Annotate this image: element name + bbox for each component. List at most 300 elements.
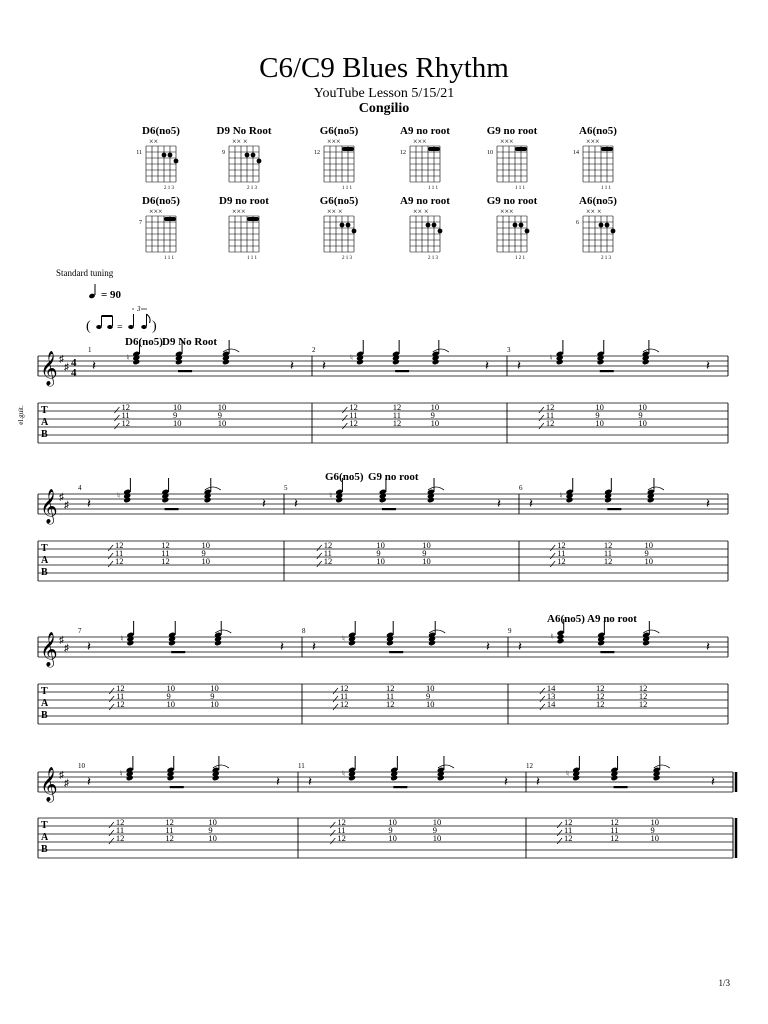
slide-mark (109, 822, 114, 828)
measure-number: 11 (298, 762, 305, 770)
quarter-rest: 𝄽 (280, 639, 284, 654)
slide-mark (557, 838, 562, 844)
tab-fret-number: 11 (557, 548, 566, 558)
tempo-text: = 90 (101, 289, 122, 301)
tab-fret-number: 12 (610, 817, 619, 827)
tab-fret-number: 9 (376, 548, 381, 558)
chord-diagram (487, 125, 538, 191)
tab-fret-number: 12 (115, 556, 124, 566)
quarter-rest: 𝄽 (312, 639, 316, 654)
slide-mark (333, 696, 338, 702)
measure-number: 7 (78, 627, 82, 635)
tab-fret-number: 11 (115, 825, 125, 835)
tab-fret-number: 10 (201, 556, 210, 566)
tab-fret-number: 10 (595, 418, 604, 428)
chord-diagram (576, 195, 617, 261)
tab-fret-number: 11 (603, 548, 613, 558)
chord-finger-dot (245, 153, 250, 158)
quarter-rest: 𝄽 (87, 496, 91, 511)
tab-fret-number: 12 (386, 699, 395, 709)
accidental: ♮ (350, 353, 353, 362)
chord-diagram (320, 195, 359, 261)
chord-diagram-name: A6(no5) (579, 125, 617, 137)
chord-diagram-name: G9 no root (486, 195, 538, 207)
chord-string-marks: ×× × (232, 137, 248, 146)
tab-fret-number: 12 (603, 540, 613, 550)
chord-diagram-name: D9 no root (219, 195, 269, 207)
measure-number: 1 (88, 346, 92, 354)
slide-mark (333, 704, 338, 710)
slide-mark (114, 423, 119, 429)
quarter-rest: 𝄽 (711, 774, 715, 789)
quarter-rest: 𝄽 (706, 639, 710, 654)
chord-diagram (217, 125, 272, 191)
tab-fret-number: 12 (161, 540, 170, 550)
page-number: 1/3 (718, 978, 730, 988)
quarter-rest: 𝄽 (517, 358, 521, 373)
tab-fret-number: 12 (161, 556, 170, 566)
slide-mark (109, 830, 114, 836)
tab-fret-number: 12 (392, 402, 402, 412)
tab-fret-number: 12 (115, 817, 125, 827)
key-signature-sharp: ♯ (64, 362, 69, 373)
chord-string-marks: ××× (232, 207, 246, 216)
chord-finger-dot (605, 223, 610, 228)
slide-mark (108, 545, 113, 551)
chord-finger-dot (513, 223, 518, 228)
slide-mark (540, 696, 545, 702)
tab-fret-number: 10 (595, 402, 604, 412)
tab-clef-a: A (41, 832, 49, 843)
slide-mark (540, 688, 545, 694)
chord-finger-dot (168, 153, 173, 158)
slide-mark (342, 423, 347, 429)
chord-finger-dot (438, 229, 443, 234)
swing-note-head (128, 325, 134, 329)
note-beam (393, 786, 407, 788)
chord-diagram (219, 195, 269, 261)
chord-fingering: 2 1 3 (428, 256, 438, 261)
swing-indicator (86, 305, 157, 334)
chord-string-marks: ××× (149, 207, 163, 216)
tab-fret-number: 11 (323, 548, 332, 558)
chord-barre (515, 147, 527, 151)
score-system (17, 336, 728, 443)
tab-fret-number: 12 (116, 683, 125, 693)
chord-fingering: 1 1 1 (164, 256, 174, 261)
chord-finger-dot (174, 159, 179, 164)
slide-mark (114, 415, 119, 421)
key-signature-sharp: ♯ (64, 643, 69, 654)
swing-paren: ( (86, 319, 91, 334)
chord-diagram (573, 125, 617, 191)
tab-fret-number: 12 (121, 402, 130, 412)
tab-fret-number: 12 (386, 683, 395, 693)
tab-fret-number: 9 (388, 825, 393, 835)
chord-fingering: 1 1 1 (342, 186, 352, 191)
tab-clef-b: B (41, 567, 48, 578)
tab-fret-number: 10 (426, 699, 435, 709)
quarter-rest: 𝄽 (486, 639, 490, 654)
quarter-rest: 𝄽 (294, 496, 298, 511)
chord-fingering: 2 1 3 (247, 186, 257, 191)
slide-mark (108, 561, 113, 567)
slide-mark (539, 407, 544, 413)
tab-clef-t: T (41, 686, 48, 697)
slide-mark (539, 423, 544, 429)
chord-finger-dot (257, 159, 262, 164)
swing-note-head (96, 325, 102, 329)
tab-fret-number: 9 (208, 825, 213, 835)
note-beam (600, 370, 614, 372)
tab-fret-number: 10 (166, 683, 176, 693)
chord-fingering: 2 1 3 (342, 256, 352, 261)
chord-fret-number: 12 (400, 150, 406, 156)
tab-fret-number: 11 (340, 691, 349, 701)
chord-finger-dot (251, 153, 256, 158)
tab-clef-b: B (41, 710, 48, 721)
swing-equals: = (117, 322, 123, 333)
slide-mark (317, 545, 322, 551)
tab-fret-number: 14 (546, 699, 556, 709)
tab-fret-number: 12 (340, 699, 349, 709)
quarter-rest: 𝄽 (290, 358, 294, 373)
slide-mark (317, 553, 322, 559)
tab-fret-number: 12 (638, 699, 648, 709)
tab-fret-number: 12 (638, 691, 648, 701)
chord-fret-number: 9 (222, 150, 225, 156)
chord-diagram-name: G6(no5) (319, 195, 359, 207)
quarter-rest: 𝄽 (497, 496, 501, 511)
tie (215, 630, 231, 633)
chord-diagram-name: A9 no root (400, 195, 450, 207)
tab-fret-number: 9 (426, 691, 431, 701)
chord-diagram (487, 195, 538, 261)
tab-fret-number: 12 (165, 833, 174, 843)
accidental: ♮ (329, 491, 333, 500)
tab-fret-number: 12 (545, 418, 555, 428)
tab-fret-number: 12 (596, 699, 605, 709)
song-title: C6/C9 Blues Rhythm (259, 52, 509, 84)
chord-string-marks: ×× (149, 137, 159, 146)
tab-fret-number: 11 (337, 825, 346, 835)
triplet-number: 3 (137, 305, 141, 313)
time-signature-bottom: 4 (71, 367, 77, 379)
chord-fret-number: 14 (573, 150, 579, 156)
key-signature-sharp: ♯ (64, 500, 69, 511)
chord-diagram-name: A9 no root (400, 125, 450, 137)
tab-fret-number: 10 (208, 833, 217, 843)
measure-number: 4 (78, 484, 82, 492)
chord-diagram-name: D6(no5) (142, 125, 180, 137)
tab-fret-number: 9 (595, 410, 600, 420)
slide-mark (550, 561, 555, 567)
accidental: ♮ (566, 769, 570, 778)
note-beam (382, 508, 396, 510)
tab-fret-number: 9 (638, 410, 643, 420)
accidental: ♮ (120, 634, 124, 643)
tempo-marking (88, 284, 121, 301)
measure-number: 5 (284, 484, 288, 492)
tab-clef-a: A (41, 417, 49, 428)
tab-fret-number: 9 (422, 548, 427, 558)
tab-fret-number: 10 (426, 683, 435, 693)
instrument-label: el.guit. (17, 405, 25, 425)
chord-finger-dot (525, 229, 530, 234)
slide-mark (330, 830, 335, 836)
tab-fret-number: 10 (166, 699, 176, 709)
chord-fingering: 1 1 1 (601, 186, 611, 191)
tab-fret-number: 12 (596, 691, 605, 701)
score-chord-label: A9 no root (587, 613, 637, 625)
chord-fingering: 1 1 1 (428, 186, 438, 191)
slide-mark (342, 415, 347, 421)
slide-mark (333, 688, 338, 694)
tab-fret-number: 9 (217, 410, 223, 420)
swing-note-head (107, 325, 113, 329)
quarter-rest: 𝄽 (308, 774, 312, 789)
chord-diagram (400, 125, 450, 191)
tab-fret-number: 10 (432, 833, 442, 843)
score-chord-label: G9 no root (368, 471, 419, 483)
tab-fret-number: 9 (166, 691, 171, 701)
accidental: ♮ (559, 491, 563, 500)
tab-fret-number: 10 (172, 402, 182, 412)
slide-mark (550, 553, 555, 559)
slide-mark (330, 838, 335, 844)
tie (438, 765, 454, 768)
tab-fret-number: 10 (650, 833, 659, 843)
tab-fret-number: 12 (638, 683, 648, 693)
quarter-rest: 𝄽 (262, 496, 266, 511)
key-signature-sharp: ♯ (59, 770, 64, 781)
chord-string-marks: ××× (413, 137, 427, 146)
note-beam (395, 370, 409, 372)
tab-fret-number: 11 (610, 825, 619, 835)
chord-finger-dot (432, 223, 437, 228)
chord-barre (342, 147, 354, 151)
chord-fingering: 1 1 1 (247, 256, 257, 261)
chord-finger-dot (599, 223, 604, 228)
chord-diagram (314, 125, 359, 191)
quarter-rest: 𝄽 (485, 358, 489, 373)
chord-string-marks: ××× (500, 137, 514, 146)
note-beam (600, 651, 614, 653)
chord-diagram-name: D6(no5) (142, 195, 180, 207)
tab-fret-number: 11 (564, 825, 573, 835)
tab-fret-number: 12 (545, 402, 555, 412)
tab-fret-number: 12 (121, 418, 130, 428)
tie (643, 630, 659, 633)
chord-diagram-name: G6(no5) (319, 125, 359, 137)
tab-fret-number: 11 (392, 410, 401, 420)
tab-fret-number: 9 (172, 410, 178, 420)
slide-mark (108, 553, 113, 559)
tab-fret-number: 12 (165, 817, 174, 827)
chord-finger-dot (352, 229, 357, 234)
tab-fret-number: 10 (644, 556, 653, 566)
note-beam (170, 786, 184, 788)
tab-fret-number: 12 (564, 833, 573, 843)
chord-diagram (400, 195, 450, 261)
treble-clef: 𝄞 (40, 768, 58, 801)
swing-note-head (141, 325, 147, 329)
key-signature-sharp: ♯ (59, 635, 64, 646)
chord-fret-number: 7 (139, 220, 142, 226)
tie (429, 630, 445, 633)
score-chord-label: A6(no5) (547, 613, 585, 625)
chord-string-marks: ×× × (413, 207, 429, 216)
treble-clef: 𝄞 (40, 490, 58, 523)
accidental: ♮ (117, 491, 121, 500)
tab-fret-number: 12 (349, 418, 358, 428)
tab-fret-number: 10 (172, 418, 182, 428)
score-system (38, 613, 728, 724)
accidental: ♮ (341, 769, 345, 778)
tab-fret-number: 12 (115, 833, 125, 843)
slide-mark (330, 822, 335, 828)
score-chord-label: D9 No Root (162, 336, 217, 348)
quarter-rest: 𝄽 (276, 774, 280, 789)
chord-barre (428, 147, 440, 151)
swing-flag (147, 314, 151, 323)
tab-fret-number: 10 (650, 817, 659, 827)
chord-finger-dot (162, 153, 167, 158)
tab-fret-number: 12 (115, 540, 124, 550)
tie (213, 765, 229, 768)
chord-string-marks: ××× (500, 207, 514, 216)
measure-number: 8 (302, 627, 306, 635)
tab-fret-number: 12 (337, 833, 346, 843)
accidental: ♮ (549, 353, 553, 362)
chord-diagram-name: D9 No Root (216, 125, 272, 137)
score-system (38, 756, 736, 858)
chord-fret-number: 10 (487, 150, 493, 156)
tab-fret-number: 10 (422, 540, 431, 550)
key-signature-sharp: ♯ (59, 492, 64, 503)
measure-number: 12 (526, 762, 533, 770)
chord-finger-dot (611, 229, 616, 234)
measure-number: 2 (312, 346, 316, 354)
note-beam (178, 370, 192, 372)
treble-clef: 𝄞 (40, 633, 58, 666)
tab-clef-b: B (41, 844, 48, 855)
slide-mark (317, 561, 322, 567)
tab-fret-number: 11 (165, 825, 174, 835)
key-signature-sharp: ♯ (64, 778, 69, 789)
tie (648, 487, 664, 490)
tab-fret-number: 10 (422, 556, 431, 566)
tab-fret-number: 12 (323, 556, 333, 566)
tie (205, 487, 221, 490)
slide-mark (109, 688, 114, 694)
tab-fret-number: 12 (564, 817, 573, 827)
slide-mark (539, 415, 544, 421)
accidental: ♮ (126, 353, 130, 362)
measure-number: 3 (507, 346, 511, 354)
tab-fret-number: 12 (603, 556, 613, 566)
tie (433, 349, 449, 352)
tab-fret-number: 11 (386, 691, 395, 701)
chord-diagram-name: G9 no root (486, 125, 538, 137)
chord-fret-number: 12 (314, 150, 320, 156)
slide-mark (550, 545, 555, 551)
chord-fret-number: 11 (136, 150, 142, 156)
note-beam (614, 786, 628, 788)
quarter-rest: 𝄽 (92, 358, 96, 373)
score-chord-label: D6(no5) (125, 336, 163, 348)
chord-string-marks: ×× × (327, 207, 343, 216)
tab-fret-number: 12 (557, 556, 566, 566)
tab-fret-number: 12 (596, 683, 605, 693)
chord-diagram (139, 195, 180, 261)
tuning-text: Standard tuning (56, 268, 114, 278)
slide-mark (109, 696, 114, 702)
tab-fret-number: 10 (430, 418, 440, 428)
chord-finger-dot (340, 223, 345, 228)
tab-fret-number: 10 (210, 699, 219, 709)
tie (428, 487, 444, 490)
tie (223, 349, 239, 352)
tab-clef-t: T (41, 820, 48, 831)
tab-fret-number: 11 (349, 410, 358, 420)
chord-fingering: 2 1 3 (601, 256, 611, 261)
tab-fret-number: 9 (644, 548, 649, 558)
tab-clef-t: T (41, 405, 48, 416)
tab-fret-number: 10 (376, 540, 385, 550)
quarter-rest: 𝄽 (529, 496, 533, 511)
tab-fret-number: 9 (432, 825, 438, 835)
tab-fret-number: 10 (208, 817, 217, 827)
quarter-rest: 𝄽 (706, 358, 710, 373)
tab-fret-number: 11 (115, 548, 124, 558)
tab-fret-number: 11 (161, 548, 170, 558)
tab-fret-number: 12 (116, 699, 125, 709)
tab-fret-number: 14 (546, 683, 556, 693)
tab-fret-number: 12 (392, 418, 402, 428)
chord-fret-number: 6 (576, 220, 579, 226)
tab-fret-number: 10 (217, 402, 227, 412)
tab-fret-number: 9 (201, 548, 206, 558)
tab-fret-number: 10 (430, 402, 440, 412)
tab-fret-number: 10 (376, 556, 385, 566)
chord-finger-dot (346, 223, 351, 228)
tab-fret-number: 10 (388, 817, 397, 827)
quarter-rest: 𝄽 (322, 358, 326, 373)
measure-number: 6 (519, 484, 523, 492)
tab-fret-number: 10 (201, 540, 210, 550)
chord-diagram-name: A6(no5) (579, 195, 617, 207)
chord-string-marks: ××× (586, 137, 600, 146)
accidental: ♮ (119, 769, 123, 778)
tab-fret-number: 12 (557, 540, 566, 550)
note-beam (165, 508, 179, 510)
chord-finger-dot (519, 223, 524, 228)
chord-finger-dot (426, 223, 431, 228)
time-signature-top: 4 (71, 357, 77, 369)
tab-fret-number: 12 (323, 540, 333, 550)
song-author: Congilio (358, 101, 410, 116)
slide-mark (557, 830, 562, 836)
slide-mark (114, 407, 119, 413)
quarter-rest: 𝄽 (536, 774, 540, 789)
slide-mark (109, 704, 114, 710)
chord-barre (247, 217, 259, 221)
treble-clef: 𝄞 (40, 352, 58, 385)
tab-clef-a: A (41, 698, 49, 709)
tab-fret-number: 10 (638, 402, 647, 412)
tab-clef-a: A (41, 555, 49, 566)
